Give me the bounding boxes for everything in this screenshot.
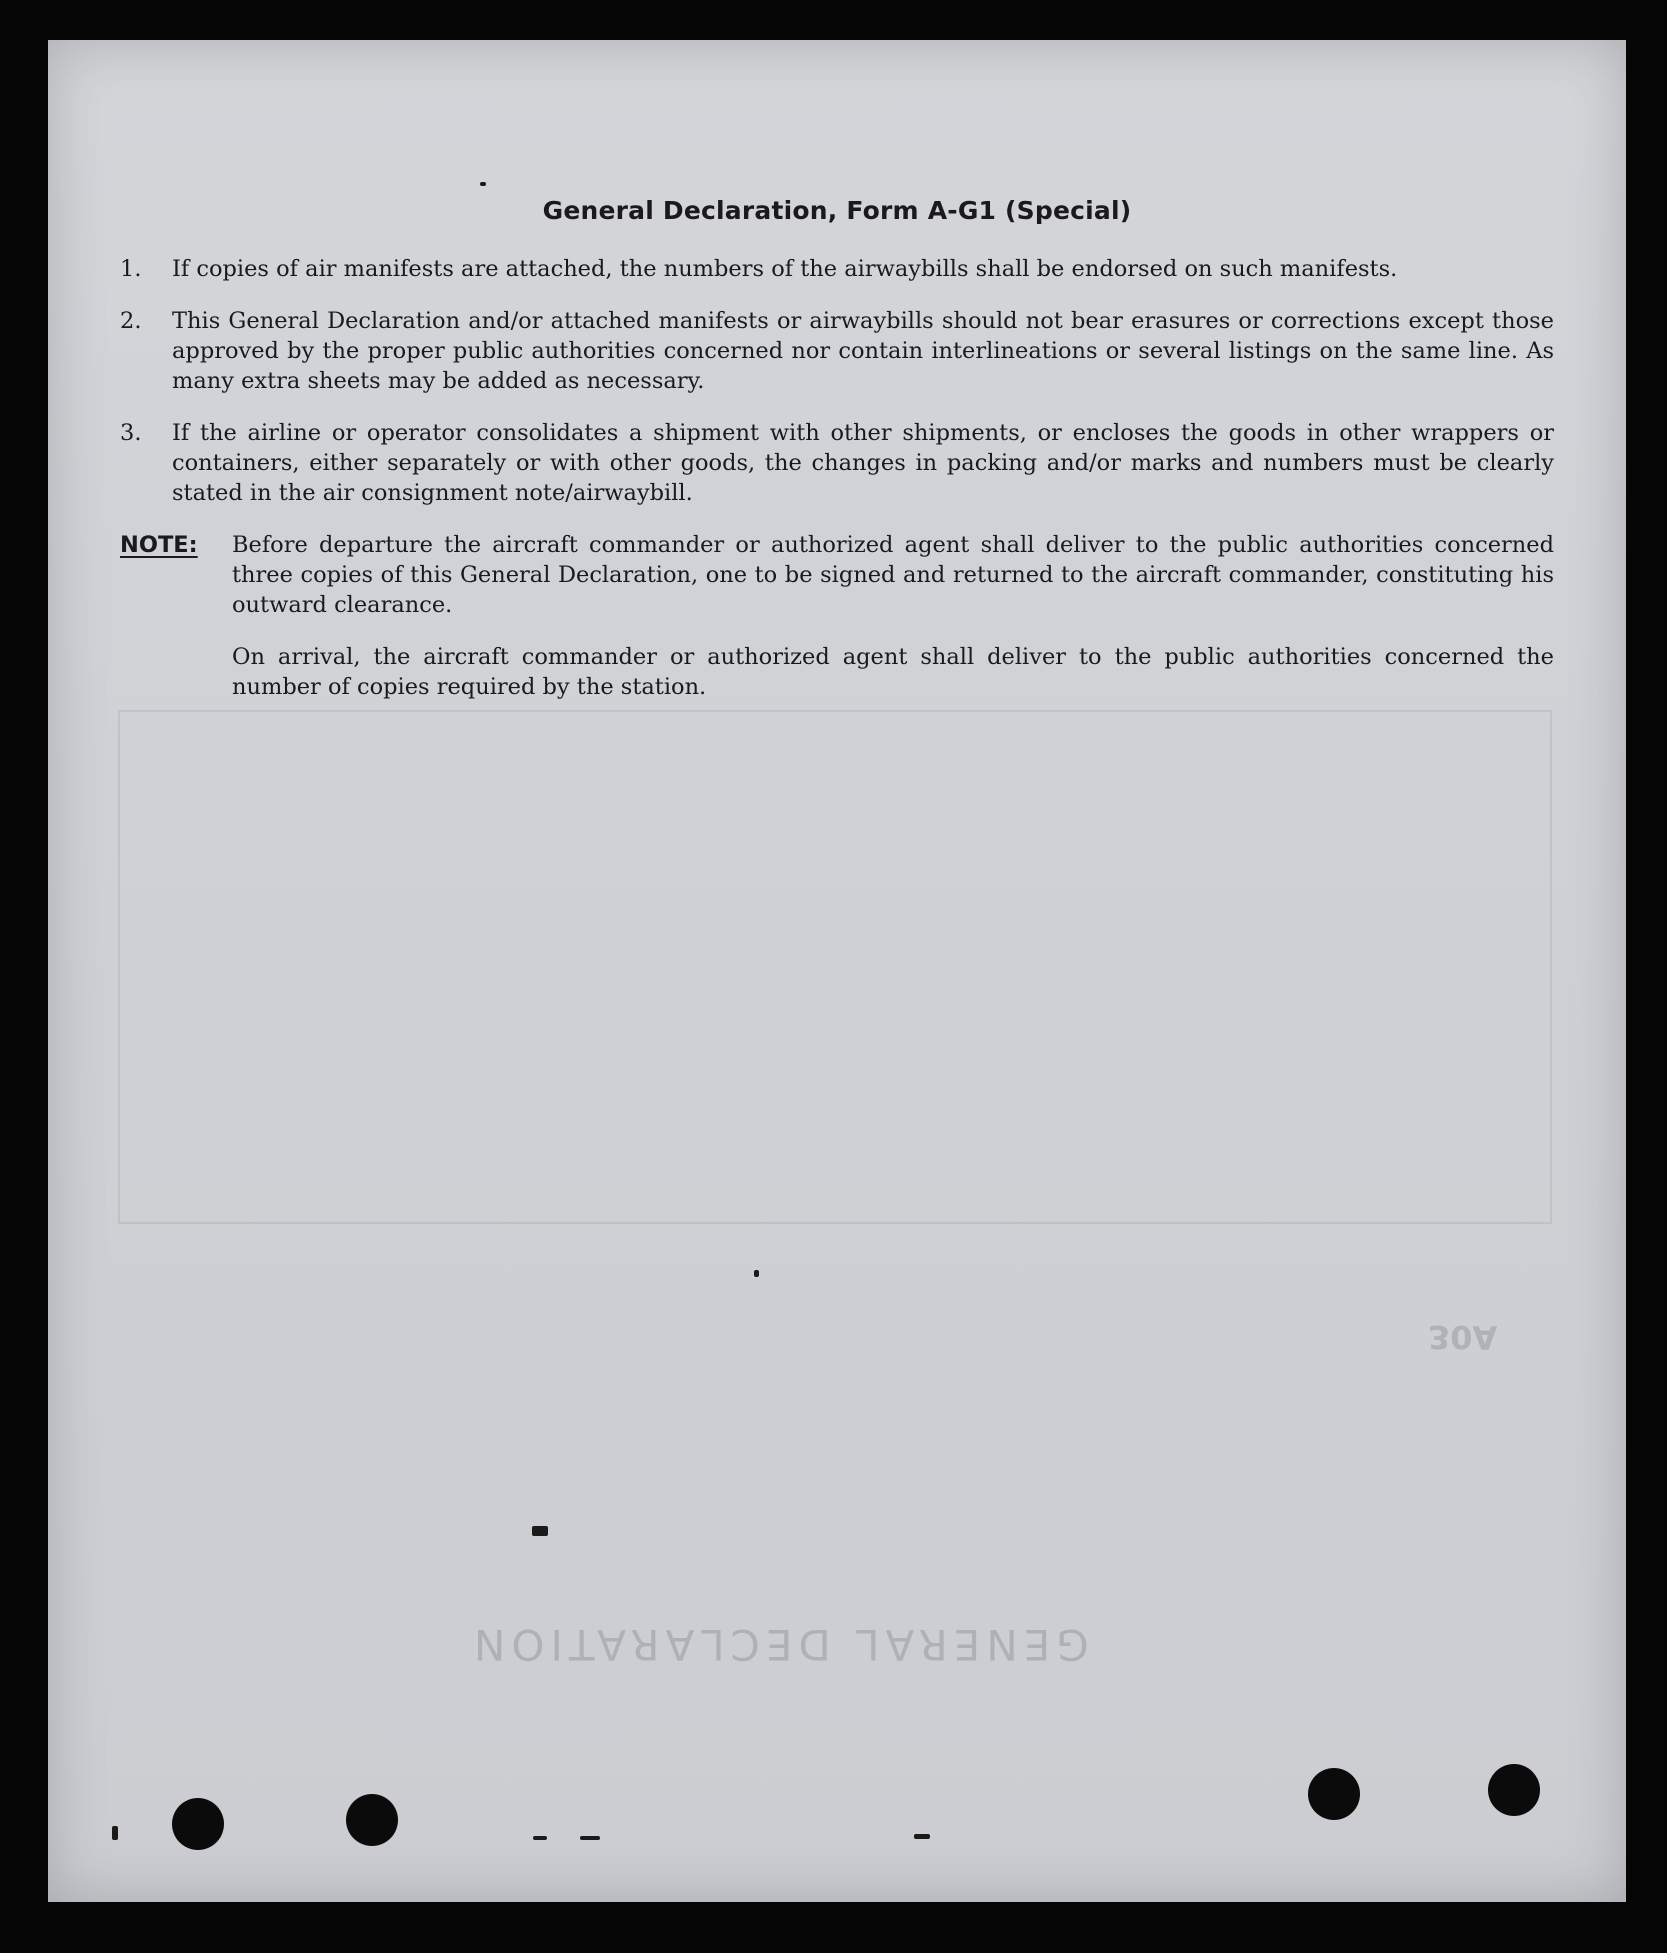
punch-hole-right-2: [1488, 1764, 1540, 1816]
item-text: If copies of air manifests are attached, the numbers of the airwaybills shall be endorsed on such manifests.: [172, 256, 1398, 282]
item-number: 1.: [120, 256, 142, 282]
instructions-section: [120, 196, 1554, 702]
speck: [754, 1270, 759, 1277]
speck: [480, 182, 486, 186]
bleed-through-number: 30A: [1428, 1318, 1498, 1356]
item-number: 2.: [120, 308, 142, 334]
note-label: NOTE:: [120, 532, 198, 558]
note-paragraph-1: Before departure the aircraft commander or authorized agent shall deliver to the public authorities concerned three copies of this General Declaration, one to be signed and returned to the aircraft commander, constituting his outward clearance.: [232, 532, 1554, 618]
item-number: 3.: [120, 420, 142, 446]
bleed-through-box: [118, 710, 1552, 1224]
note-block: [120, 530, 1554, 620]
speck: [580, 1836, 600, 1840]
document-page: [48, 40, 1626, 1902]
instruction-item: [120, 254, 1554, 284]
page-title: General Declaration, Form A-G1 (Special): [542, 196, 1132, 225]
instruction-item: [120, 306, 1554, 396]
punch-hole-left-1: [172, 1798, 224, 1850]
item-text: This General Declaration and/or attached manifests or airwaybills should not bear erasures or corrections except those approved by the proper public authorities concerned nor contain interlineations or several listings on the same line. As many extra sheets may be added as necessary.: [172, 308, 1554, 394]
note-paragraph-2: On arrival, the aircraft commander or authorized agent shall deliver to the public authorities concerned the number of copies required by the station.: [232, 644, 1554, 700]
speck: [914, 1834, 930, 1839]
item-text: If the airline or operator consolidates a shipment with other shipments, or encloses the goods in other wrappers or containers, either separately or with other goods, the changes in packing and/or marks and numbers must be clearly stated in the air consignment note/airwaybill.: [172, 420, 1554, 506]
speck: [533, 1836, 547, 1840]
speck: [112, 1826, 118, 1840]
punch-hole-left-2: [346, 1794, 398, 1846]
speck: [532, 1526, 548, 1536]
punch-hole-right-1: [1308, 1768, 1360, 1820]
instruction-item: [120, 418, 1554, 508]
bleed-through-heading: GENERAL DECLARATION: [468, 1620, 1089, 1669]
